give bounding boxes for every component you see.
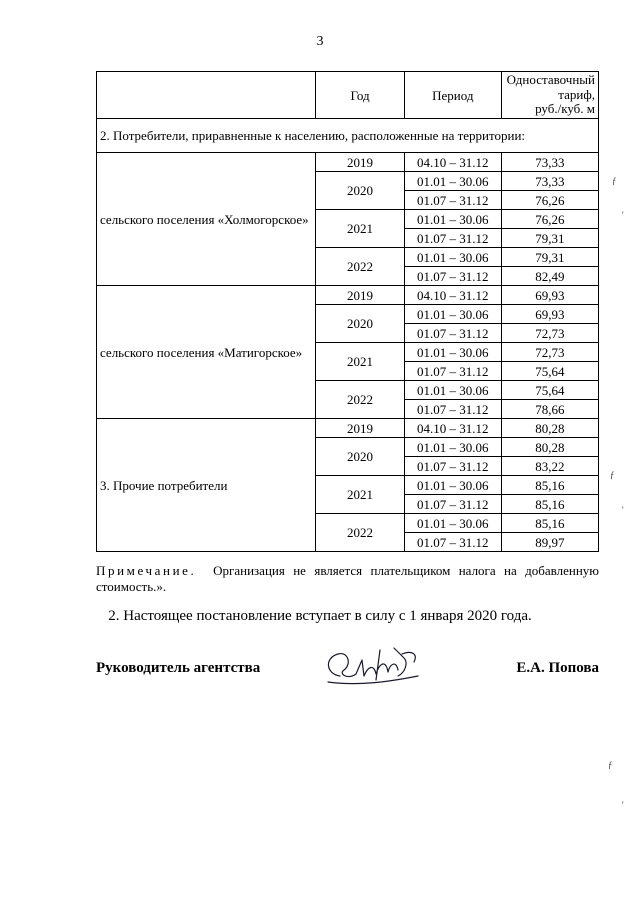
tariff-value-cell: 85,16 (501, 476, 598, 495)
note (96, 563, 599, 594)
tariff-value-cell: 75,64 (501, 362, 598, 381)
consumer-cell: сельского поселения «Холмогорское» (97, 153, 316, 286)
period-cell: 01.07 – 31.12 (404, 495, 501, 514)
scan-mark: ' (622, 800, 624, 810)
period-cell: 01.07 – 31.12 (404, 533, 501, 552)
note-label: Примечание. (96, 563, 197, 578)
decision-text: 2. Настоящее постановление вступает в силу с 1 января 2020 года. (108, 608, 532, 624)
tariff-value-cell: 89,97 (501, 533, 598, 552)
period-cell: 01.01 – 30.06 (404, 438, 501, 457)
note-text: Организация не является плательщиком налога на добавленную стоимость.». (96, 563, 599, 594)
tariff-value-cell: 73,33 (501, 172, 598, 191)
period-cell: 01.01 – 30.06 (404, 172, 501, 191)
tariff-value-cell: 76,26 (501, 191, 598, 210)
tariff-value-cell: 82,49 (501, 267, 598, 286)
tariff-value-cell: 78,66 (501, 400, 598, 419)
tariff-value-cell: 69,93 (501, 305, 598, 324)
period-cell: 01.01 – 30.06 (404, 343, 501, 362)
period-cell: 01.07 – 31.12 (404, 229, 501, 248)
header-tariff-line: тариф, (558, 86, 595, 102)
header-year: Год (316, 72, 405, 119)
tariff-value-cell: 80,28 (501, 438, 598, 457)
year-cell: 2022 (316, 514, 405, 552)
period-cell: 01.07 – 31.12 (404, 362, 501, 381)
signatory-name: Е.А. Попова (516, 660, 599, 676)
header-tariff-line: руб./куб. м (535, 101, 595, 117)
tariff-value-cell: 76,26 (501, 210, 598, 229)
period-cell: 04.10 – 31.12 (404, 153, 501, 172)
year-cell: 2022 (316, 248, 405, 286)
period-cell: 01.01 – 30.06 (404, 514, 501, 533)
table-row (97, 153, 599, 172)
table-header-row (97, 72, 599, 119)
period-cell: 01.07 – 31.12 (404, 267, 501, 286)
period-cell: 01.07 – 31.12 (404, 400, 501, 419)
tariff-value-cell: 72,73 (501, 324, 598, 343)
tariff-value-cell: 85,16 (501, 514, 598, 533)
table-row (97, 286, 599, 305)
scan-mark: ƒ (608, 760, 613, 770)
year-cell: 2019 (316, 286, 405, 305)
tariff-value-cell: 69,93 (501, 286, 598, 305)
year-cell: 2019 (316, 419, 405, 438)
year-cell: 2020 (316, 438, 405, 476)
section-row (97, 119, 599, 153)
scan-mark: ƒ (610, 470, 615, 480)
period-cell: 01.07 – 31.12 (404, 191, 501, 210)
signature-icon (318, 636, 428, 696)
section-title: 2. Потребители, приравненные к населению, расположенные на территории: (97, 119, 599, 153)
period-cell: 04.10 – 31.12 (404, 286, 501, 305)
consumer-cell: сельского поселения «Матигорское» (97, 286, 316, 419)
year-cell: 2021 (316, 343, 405, 381)
period-cell: 01.01 – 30.06 (404, 476, 501, 495)
table-row (97, 419, 599, 438)
tariff-value-cell: 85,16 (501, 495, 598, 514)
signatory-title: Руководитель агентства (96, 660, 261, 676)
year-cell: 2021 (316, 476, 405, 514)
year-cell: 2022 (316, 381, 405, 419)
tariff-value-cell: 79,31 (501, 229, 598, 248)
period-cell: 01.07 – 31.12 (404, 457, 501, 476)
scan-mark: ' (622, 210, 624, 220)
period-cell: 01.01 – 30.06 (404, 210, 501, 229)
period-cell: 01.01 – 30.06 (404, 305, 501, 324)
year-cell: 2021 (316, 210, 405, 248)
scan-mark: ' (622, 505, 624, 515)
table-body (97, 153, 599, 552)
year-cell: 2019 (316, 153, 405, 172)
scan-mark: ƒ (612, 176, 617, 186)
tariff-value-cell: 80,28 (501, 419, 598, 438)
tariff-table (96, 71, 599, 552)
tariff-value-cell: 79,31 (501, 248, 598, 267)
consumer-cell: 3. Прочие потребители (97, 419, 316, 552)
tariff-value-cell: 72,73 (501, 343, 598, 362)
header-consumer (97, 72, 316, 119)
tariff-value-cell: 75,64 (501, 381, 598, 400)
year-cell: 2020 (316, 305, 405, 343)
header-tariff-line: Одноставочный (506, 71, 595, 87)
page-number: 3 (316, 34, 324, 49)
period-cell: 01.01 – 30.06 (404, 381, 501, 400)
period-cell: 04.10 – 31.12 (404, 419, 501, 438)
year-cell: 2020 (316, 172, 405, 210)
header-tariff (501, 72, 598, 119)
period-cell: 01.07 – 31.12 (404, 324, 501, 343)
header-period: Период (404, 72, 501, 119)
tariff-value-cell: 83,22 (501, 457, 598, 476)
period-cell: 01.01 – 30.06 (404, 248, 501, 267)
tariff-value-cell: 73,33 (501, 153, 598, 172)
